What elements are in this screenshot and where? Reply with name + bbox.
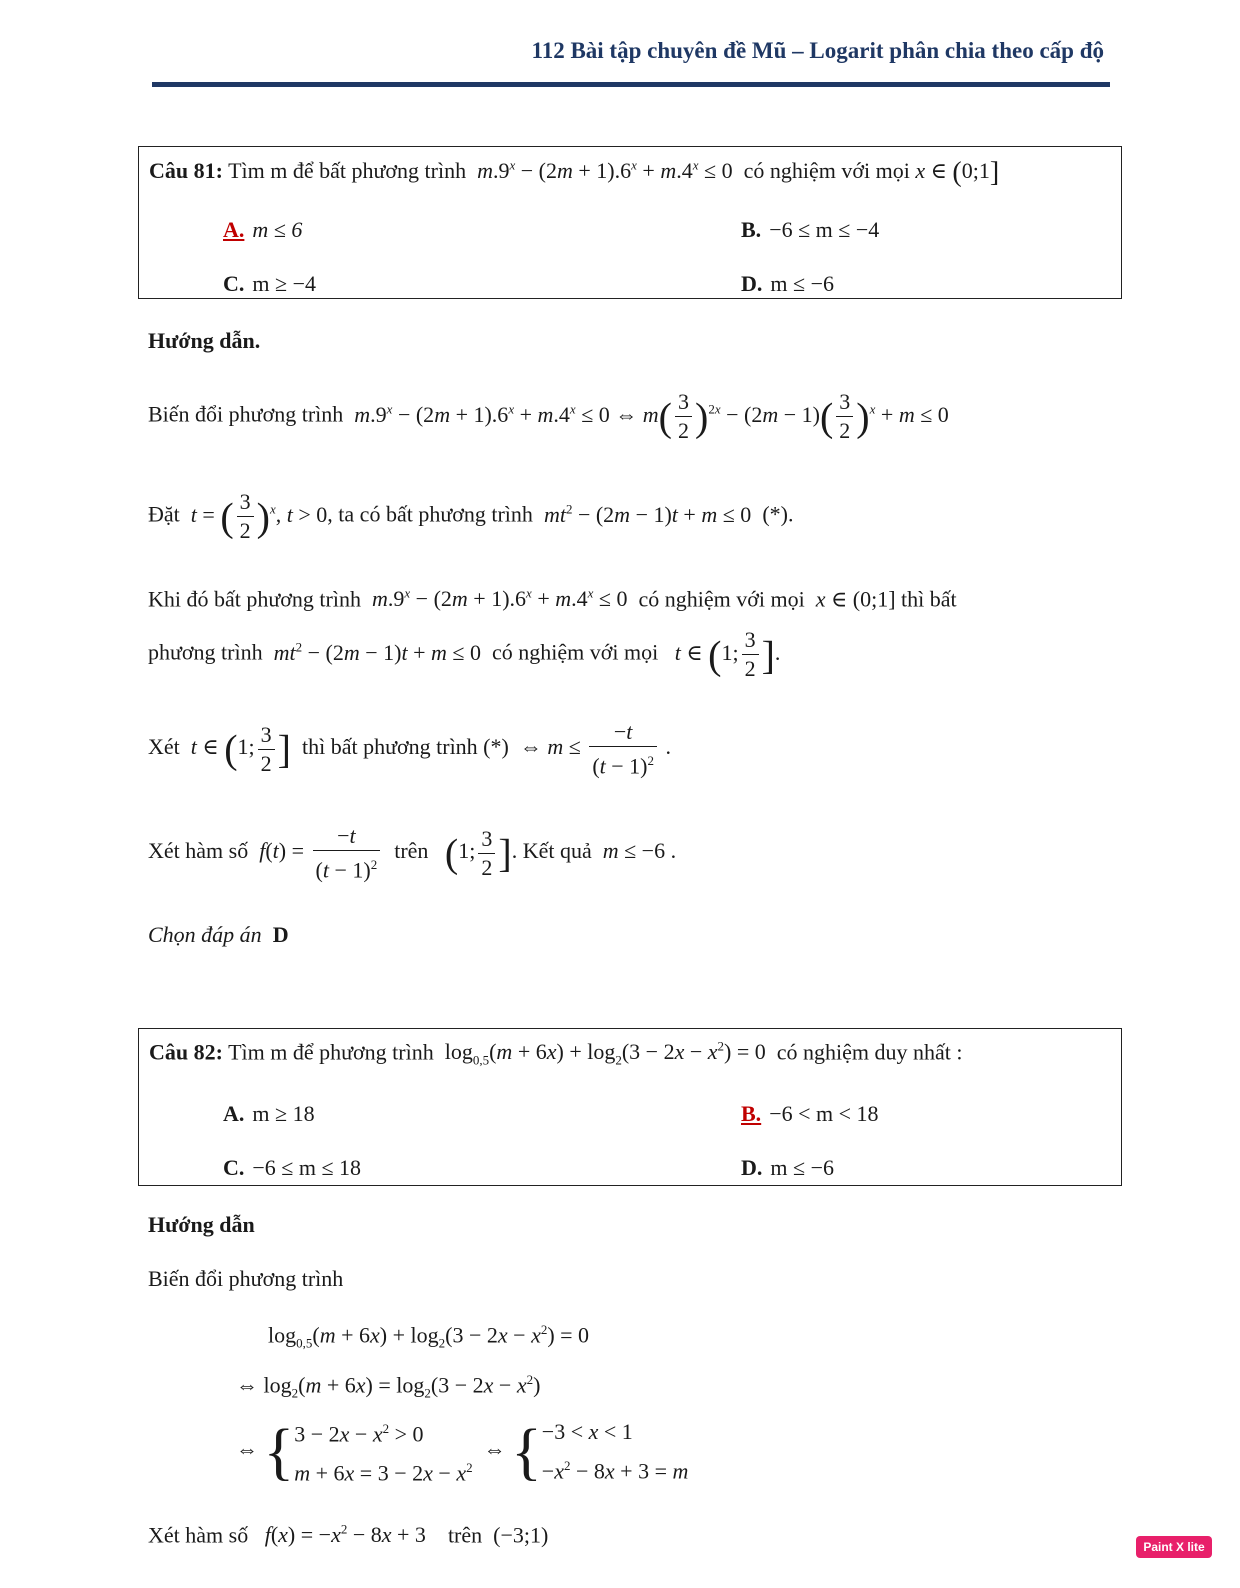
watermark-badge: Paint X lite xyxy=(1136,1536,1212,1558)
solution-81-line-4-b: có nghiệm với mọi xyxy=(491,639,659,665)
question-81-domain: x ∈ (0;1] xyxy=(915,157,1000,188)
solution-81-line-3-a: Khi đó bất phương trình xyxy=(148,586,361,612)
solution-81-star-inequality: $mt^2 - (2m - 1)t + m \le 0$ xyxy=(543,501,757,527)
solution-82-line-1: Biến đổi phương trình xyxy=(148,1266,344,1291)
solution-81-line-1-text: Biến đổi phương trình xyxy=(148,401,344,427)
solution-81-line-6 xyxy=(148,822,676,884)
solution-81-line-3-b: có nghiệm với mọi xyxy=(638,586,805,612)
solution-81-line-6-domain: (1; $\frac{3}{2}$ ] xyxy=(444,825,512,880)
option-81-c-label: C. xyxy=(223,271,245,296)
question-81-inequality: $m.9^x - (2m + 1).6^x + m.4^x \le 0$ xyxy=(477,157,739,184)
solution-81-line-5-b: thì bất phương trình (*) xyxy=(301,734,509,760)
solution-81-line-6-a: Xét hàm số xyxy=(148,838,249,864)
solution-81-line-6-b: trên xyxy=(394,838,429,864)
solution-81-line-3-math: $m.9^x - (2m + 1).6^x + m.4^x \le 0$ xyxy=(372,586,633,612)
option-81-d-label: D. xyxy=(741,271,763,296)
option-81-a[interactable] xyxy=(223,217,302,243)
option-82-b-label: B. xyxy=(741,1101,762,1126)
header-rule xyxy=(152,82,1110,87)
solution-81-line-4-domain: t ∈ (1; $\frac{3}{2}$ ]. xyxy=(674,627,781,681)
option-82-d-label: D. xyxy=(741,1155,763,1180)
solution-81-result: m ≤ −6 . xyxy=(602,838,677,864)
option-81-d-value: m ≤ −6 xyxy=(770,271,834,296)
option-82-b-value: −6 < m < 18 xyxy=(769,1101,879,1126)
solution-81-function: f(t) = $\frac{-t}{(t - 1)^2}$ xyxy=(254,838,389,863)
solution-81-line-5-math: ⇔ m ≤ $\frac{-t}{(t - 1)^2}$ . xyxy=(514,719,671,779)
solution-82-step-2: ⇔ $\log_2(m + 6x) = \log_2(3 - 2x - x^2)$ xyxy=(236,1372,541,1401)
question-82-tail: có nghiệm duy nhất : xyxy=(776,1039,963,1065)
option-81-b-value: −6 ≤ m ≤ −4 xyxy=(769,217,880,242)
solution-81-choose-text: Chọn đáp án xyxy=(148,922,262,947)
option-81-c[interactable] xyxy=(223,271,316,297)
option-82-c-label: C. xyxy=(223,1155,245,1180)
system-1: $3 - 2x - x^2 > 0$ $m + 6x = 3 - 2x - x^2$ xyxy=(294,1421,473,1486)
solution-81-answer: D xyxy=(272,922,289,947)
solution-81-line-2-a: Đặt xyxy=(148,501,180,527)
question-82-equation: $\log_{0,5}(m + 6x) + \log_2(3 - 2x - x^2) = 0$ xyxy=(439,1039,772,1068)
option-82-b[interactable] xyxy=(741,1101,879,1127)
option-82-a-label: A. xyxy=(223,1101,245,1126)
solution-81-transform: $m.9^x - (2m + 1).6^x + m.4^x \le 0$ ⇔ m( $\frac{3}{2}$ )$^{2x}$ − (2m − 1)( $\frac{3}{2}$ )$^x$ + m ≤ 0 xyxy=(354,389,949,443)
solution-82-step-3: ⇔ { $3 - 2x - x^2 > 0$ $m + 6x = 3 - 2x - x^2$ ⇔ { −3 < x < 1 $-x^2 - 8x + 3 = m$ xyxy=(236,1412,688,1491)
solution-82-last-line xyxy=(148,1522,548,1548)
question-81-stem xyxy=(149,157,999,189)
option-82-a-value: m ≥ 18 xyxy=(252,1101,315,1126)
system-2: −3 < x < 1 $-x^2 - 8x + 3 = m$ xyxy=(541,1418,689,1483)
solution-81-line-5-domain: t ∈ (1; $\frac{3}{2}$ ] xyxy=(190,721,291,776)
option-81-a-label: A. xyxy=(223,217,245,242)
solution-81-line-2-b: , ta có bất phương trình xyxy=(327,501,533,527)
option-82-d[interactable] xyxy=(741,1155,834,1181)
option-82-c[interactable] xyxy=(223,1155,361,1181)
question-82-prompt: Tìm m để phương trình xyxy=(228,1039,434,1065)
option-82-d-value: m ≤ −6 xyxy=(770,1155,834,1180)
solution-81-line-4-math: $mt^2 - (2m - 1)t + m \le 0$ xyxy=(273,639,487,665)
solution-81-line-2 xyxy=(148,488,793,545)
page-header-title: 112 Bài tập chuyên đề Mũ – Logarit phân chia theo cấp độ xyxy=(531,38,1104,63)
option-82-c-value: −6 ≤ m ≤ 18 xyxy=(252,1155,362,1180)
question-81-label: Câu 81: xyxy=(149,158,223,184)
solution-81-line-6-c: . Kết quả xyxy=(511,838,592,864)
solution-81-choose xyxy=(148,922,289,948)
solution-82-last-b: trên xyxy=(447,1522,483,1548)
solution-81-line-4 xyxy=(148,626,780,683)
option-81-c-value: m ≥ −4 xyxy=(252,271,316,296)
question-82-stem xyxy=(149,1039,963,1069)
option-81-a-value: m ≤ 6 xyxy=(252,217,303,242)
solution-81-line-2-c: (*). xyxy=(762,501,794,527)
solution-81-line-3-domain: x ∈ (0;1] xyxy=(815,586,902,612)
solution-82-domain: (−3;1) xyxy=(487,1522,549,1548)
question-81-prompt: Tìm m để bất phương trình xyxy=(228,158,467,184)
solution-82-function: $f(x) = -x^2 - 8x + 3$ xyxy=(264,1522,443,1548)
solution-82-heading: Hướng dẫn xyxy=(148,1212,255,1237)
solution-81-line-4-a: phương trình xyxy=(148,639,263,665)
option-82-a[interactable] xyxy=(223,1101,315,1127)
solution-81-substitution: t = ( $\frac{3}{2}$ )$^x$, t > 0 xyxy=(190,489,328,543)
solution-81-line-5-a: Xét xyxy=(148,734,180,760)
solution-82-last-a: Xét hàm số xyxy=(148,1522,249,1548)
option-81-b-label: B. xyxy=(741,217,762,242)
solution-81-line-3 xyxy=(148,586,957,612)
solution-81-heading: Hướng dẫn. xyxy=(148,328,261,353)
question-82-box xyxy=(138,1028,1122,1186)
question-81-tail: có nghiệm với mọi xyxy=(743,158,910,184)
question-81-box xyxy=(138,146,1122,299)
option-81-b[interactable] xyxy=(741,217,879,243)
solution-81-line-3-c: thì bất xyxy=(901,586,957,612)
solution-81-line-1 xyxy=(148,388,949,445)
option-81-d[interactable] xyxy=(741,271,834,297)
solution-82-step-1: $\log_{0,5}(m + 6x) + \log_2(3 - 2x - x^2) = 0$ xyxy=(268,1322,590,1351)
solution-81-line-5 xyxy=(148,718,671,780)
question-82-label: Câu 82: xyxy=(149,1039,223,1065)
